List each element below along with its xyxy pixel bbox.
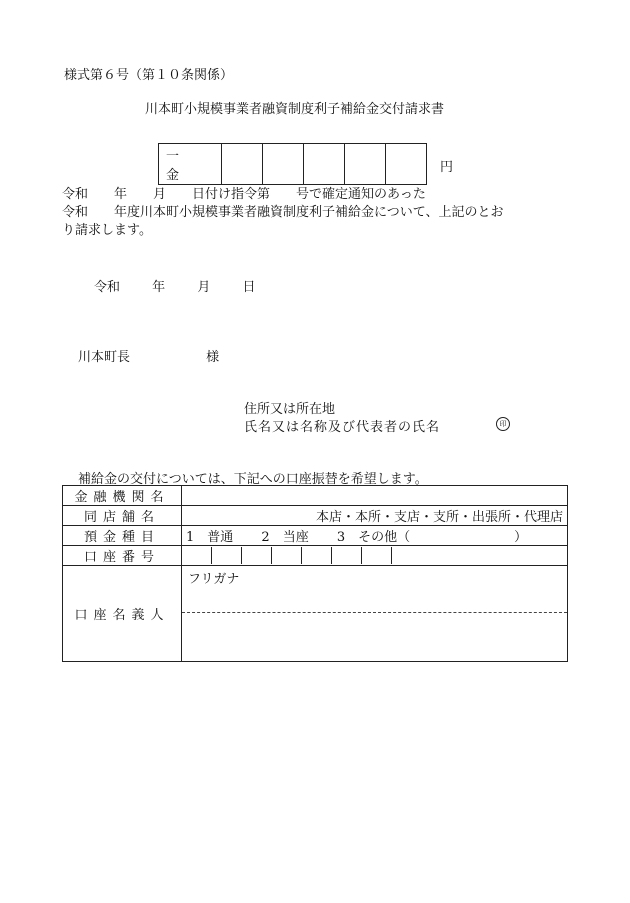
branch-header: 同店舗名 <box>63 506 182 526</box>
request-date <box>94 276 283 295</box>
name-label: 氏名又は名称及び代表者の氏名 <box>244 420 441 435</box>
account-digit-cell[interactable] <box>242 547 272 564</box>
addressee <box>78 346 219 365</box>
table-row <box>63 506 568 526</box>
account-number-header: 口座番号 <box>63 546 182 566</box>
date-day: 日 <box>242 280 256 295</box>
yen-unit: 円 <box>440 160 454 175</box>
account-digit-cell[interactable] <box>362 547 392 564</box>
deposit-type-field[interactable] <box>182 526 568 546</box>
account-number-field[interactable] <box>182 546 568 566</box>
amount-digit-cell[interactable] <box>385 144 426 184</box>
holder-field[interactable] <box>182 566 568 662</box>
table-row <box>63 546 568 566</box>
table-row <box>63 566 568 662</box>
institution-field[interactable] <box>182 486 568 506</box>
table-row <box>63 486 568 506</box>
amount-digit-cell[interactable] <box>303 144 344 184</box>
addressee-name: 川本町長 <box>78 350 131 365</box>
paragraph-line-1: 令和 年 月 日付け指令第 号で確定通知のあった <box>62 187 426 202</box>
account-digit-cell[interactable] <box>332 547 362 564</box>
paragraph-line-3: り請求します。 <box>62 223 152 238</box>
amount-box <box>158 143 427 185</box>
date-era: 令和 <box>94 280 121 295</box>
amount-label: 一 金 <box>166 149 229 183</box>
amount-digit-cell[interactable] <box>221 144 262 184</box>
table-row <box>63 526 568 546</box>
bank-intro: 補給金の交付については、下記への口座振替を希望します。 <box>78 472 428 487</box>
deposit-type-header: 預金種目 <box>63 526 182 546</box>
date-year: 年 <box>152 280 166 295</box>
account-digit-cell[interactable] <box>182 547 212 564</box>
date-month: 月 <box>197 280 211 295</box>
seal-mark: 印 <box>496 417 510 431</box>
form-number: 様式第６号（第１０条関係） <box>64 68 234 83</box>
furigana-field[interactable]: フリガナ <box>182 566 567 613</box>
bank-table <box>62 485 568 662</box>
holder-header: 口座名義人 <box>63 566 182 662</box>
paragraph-line-2: 令和 年度川本町小規模事業者融資制度利子補給金について、上記のとお <box>62 205 504 220</box>
branch-field[interactable]: 本店・本所・支店・支所・出張所・代理店 <box>182 506 568 526</box>
type-option-2[interactable]: 2 当座 <box>261 530 309 545</box>
account-digit-cells <box>182 547 567 564</box>
institution-header: 金融機関名 <box>63 486 182 506</box>
account-digit-cell[interactable] <box>212 547 242 564</box>
type-option-3[interactable]: 3 その他（ ） <box>336 530 528 545</box>
amount-digit-cell[interactable] <box>262 144 303 184</box>
request-paragraph <box>62 186 562 240</box>
honorific: 様 <box>206 350 220 365</box>
document-title: 川本町小規模事業者融資制度利子補給金交付請求書 <box>145 102 445 117</box>
account-digit-cell[interactable] <box>302 547 332 564</box>
account-digit-cell[interactable] <box>272 547 302 564</box>
address-label: 住所又は所在地 <box>244 402 336 417</box>
type-option-1[interactable]: 1 普通 <box>186 530 234 545</box>
amount-digit-cell[interactable] <box>344 144 385 184</box>
